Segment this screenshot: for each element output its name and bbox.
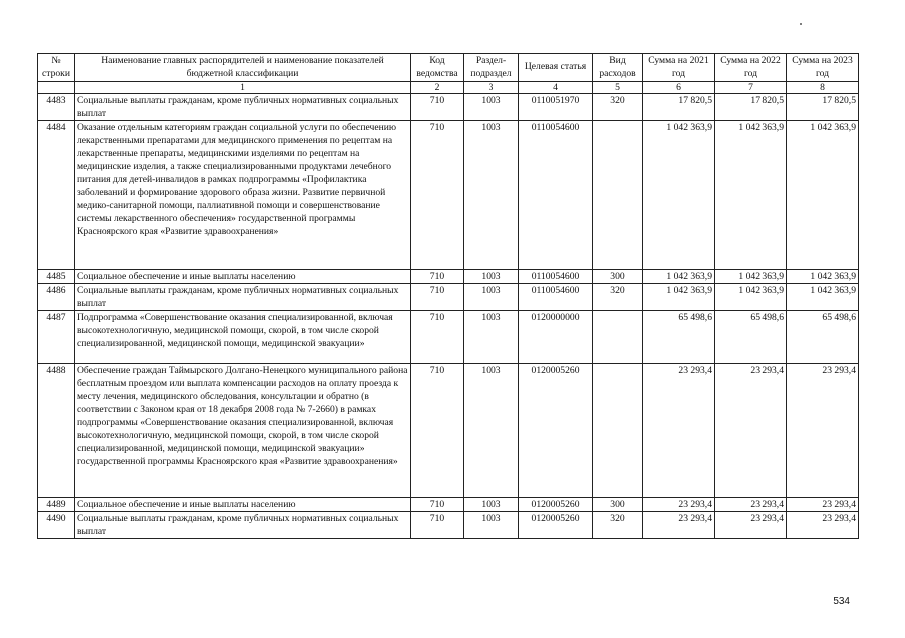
row-name: Социальные выплаты гражданам, кроме публичных нормативных социальных выплат — [75, 94, 411, 121]
expense-type: 320 — [593, 94, 643, 121]
section-code: 1003 — [464, 284, 519, 311]
sum-2021: 23 293,4 — [643, 498, 715, 512]
sum-2022: 65 498,6 — [715, 311, 787, 364]
budget-table — [37, 53, 859, 539]
sum-2021: 1 042 363,9 — [643, 284, 715, 311]
target-article: 0120005260 — [519, 512, 593, 539]
sum-2022: 1 042 363,9 — [715, 121, 787, 270]
section-code: 1003 — [464, 311, 519, 364]
sum-2022: 17 820,5 — [715, 94, 787, 121]
table-row — [38, 512, 859, 539]
sum-2021: 65 498,6 — [643, 311, 715, 364]
sum-2022: 1 042 363,9 — [715, 284, 787, 311]
column-number: 8 — [787, 82, 859, 94]
dept-code: 710 — [411, 311, 464, 364]
header-sum-2023: Сумма на 2023 год — [787, 54, 859, 82]
scan-speck — [800, 23, 802, 25]
target-article: 0120005260 — [519, 498, 593, 512]
sum-2021: 17 820,5 — [643, 94, 715, 121]
sum-2021: 1 042 363,9 — [643, 270, 715, 284]
page-number: 534 — [833, 596, 850, 607]
header-sum-2022: Сумма на 2022 год — [715, 54, 787, 82]
row-number: 4488 — [38, 364, 75, 498]
header-dept-code: Код ведомства — [411, 54, 464, 82]
expense-type: 320 — [593, 512, 643, 539]
expense-type: 320 — [593, 284, 643, 311]
table-row — [38, 364, 859, 498]
dept-code: 710 — [411, 270, 464, 284]
table-row — [38, 121, 859, 270]
table-header-row — [38, 54, 859, 82]
table-row — [38, 498, 859, 512]
row-number: 4490 — [38, 512, 75, 539]
table-row — [38, 94, 859, 121]
dept-code: 710 — [411, 94, 464, 121]
sum-2022: 23 293,4 — [715, 498, 787, 512]
column-number-row — [38, 82, 859, 94]
target-article: 0110054600 — [519, 284, 593, 311]
column-number: 4 — [519, 82, 593, 94]
row-number: 4486 — [38, 284, 75, 311]
column-number: 7 — [715, 82, 787, 94]
table-row — [38, 284, 859, 311]
section-code: 1003 — [464, 498, 519, 512]
sum-2021: 23 293,4 — [643, 512, 715, 539]
header-row-number: № строки — [38, 54, 75, 82]
target-article: 0110054600 — [519, 270, 593, 284]
section-code: 1003 — [464, 364, 519, 498]
header-target-article: Целевая статья — [519, 54, 593, 82]
sum-2022: 23 293,4 — [715, 512, 787, 539]
row-name: Социальные выплаты гражданам, кроме публичных нормативных социальных выплат — [75, 512, 411, 539]
row-name: Подпрограмма «Совершенствование оказания специализированной, включая высокотехнологичную, медицинской помощи, скорой, в том числе скорой специализированной, медицинской помощи, медицинской эвакуации» — [75, 311, 411, 364]
target-article: 0120000000 — [519, 311, 593, 364]
column-number: 1 — [75, 82, 411, 94]
row-number: 4484 — [38, 121, 75, 270]
row-name: Оказание отдельным категориям граждан социальной услуги по обеспечению лекарственными препаратами для медицинского применения по рецептам на лекарственные препараты, медицинскими изделиями по рецептам на медицинские изделия, а также специализированными продуктами лечебного питания для детей-инвалидов в рамках подпрограммы «Профилактика заболеваний и формирование здорового образа жизни. Развитие первичной медико-санитарной помощи, паллиативной помощи и совершенствование системы лекарственного обеспечения» государственной программы Красноярского края «Развитие здравоохранения» — [75, 121, 411, 270]
target-article: 0120005260 — [519, 364, 593, 498]
row-number: 4483 — [38, 94, 75, 121]
dept-code: 710 — [411, 364, 464, 498]
row-name: Социальное обеспечение и иные выплаты населению — [75, 498, 411, 512]
target-article: 0110054600 — [519, 121, 593, 270]
column-number: 3 — [464, 82, 519, 94]
sum-2021: 23 293,4 — [643, 364, 715, 498]
table-row — [38, 311, 859, 364]
section-code: 1003 — [464, 121, 519, 270]
expense-type — [593, 364, 643, 498]
section-code: 1003 — [464, 270, 519, 284]
expense-type: 300 — [593, 498, 643, 512]
sum-2023: 1 042 363,9 — [787, 270, 859, 284]
sum-2022: 1 042 363,9 — [715, 270, 787, 284]
expense-type: 300 — [593, 270, 643, 284]
row-name: Социальное обеспечение и иные выплаты населению — [75, 270, 411, 284]
sum-2023: 23 293,4 — [787, 512, 859, 539]
sum-2023: 1 042 363,9 — [787, 121, 859, 270]
dept-code: 710 — [411, 498, 464, 512]
expense-type — [593, 121, 643, 270]
sum-2023: 17 820,5 — [787, 94, 859, 121]
section-code: 1003 — [464, 512, 519, 539]
header-expense-type: Вид расходов — [593, 54, 643, 82]
sum-2022: 23 293,4 — [715, 364, 787, 498]
target-article: 0110051970 — [519, 94, 593, 121]
sum-2023: 23 293,4 — [787, 498, 859, 512]
column-number: 6 — [643, 82, 715, 94]
dept-code: 710 — [411, 121, 464, 270]
table-row — [38, 270, 859, 284]
row-number: 4485 — [38, 270, 75, 284]
column-number — [38, 82, 75, 94]
sum-2023: 65 498,6 — [787, 311, 859, 364]
header-sum-2021: Сумма на 2021 год — [643, 54, 715, 82]
row-number: 4487 — [38, 311, 75, 364]
sum-2021: 1 042 363,9 — [643, 121, 715, 270]
row-name: Социальные выплаты гражданам, кроме публичных нормативных социальных выплат — [75, 284, 411, 311]
row-name: Обеспечение граждан Таймырского Долгано-Ненецкого муниципального района бесплатным проездом или выплата компенсации расходов на оплату проезда к месту лечения, медицинского обследования, консультации и обратно (в соответствии с Законом края от 18 декабря 2008 года № 7-2660) в рамках подпрограммы «Совершенствование оказания специализированной, включая высокотехнологичную, медицинской помощи, скорой, в том числе скорой специализированной, медицинской помощи, медицинской эвакуации» государственной программы Красноярского края «Развитие здравоохранения» — [75, 364, 411, 498]
header-section: Раздел-подраздел — [464, 54, 519, 82]
expense-type — [593, 311, 643, 364]
column-number: 2 — [411, 82, 464, 94]
section-code: 1003 — [464, 94, 519, 121]
sum-2023: 1 042 363,9 — [787, 284, 859, 311]
header-name: Наименование главных распорядителей и наименование показателей бюджетной классификации — [75, 54, 411, 82]
dept-code: 710 — [411, 284, 464, 311]
row-number: 4489 — [38, 498, 75, 512]
sum-2023: 23 293,4 — [787, 364, 859, 498]
column-number: 5 — [593, 82, 643, 94]
dept-code: 710 — [411, 512, 464, 539]
